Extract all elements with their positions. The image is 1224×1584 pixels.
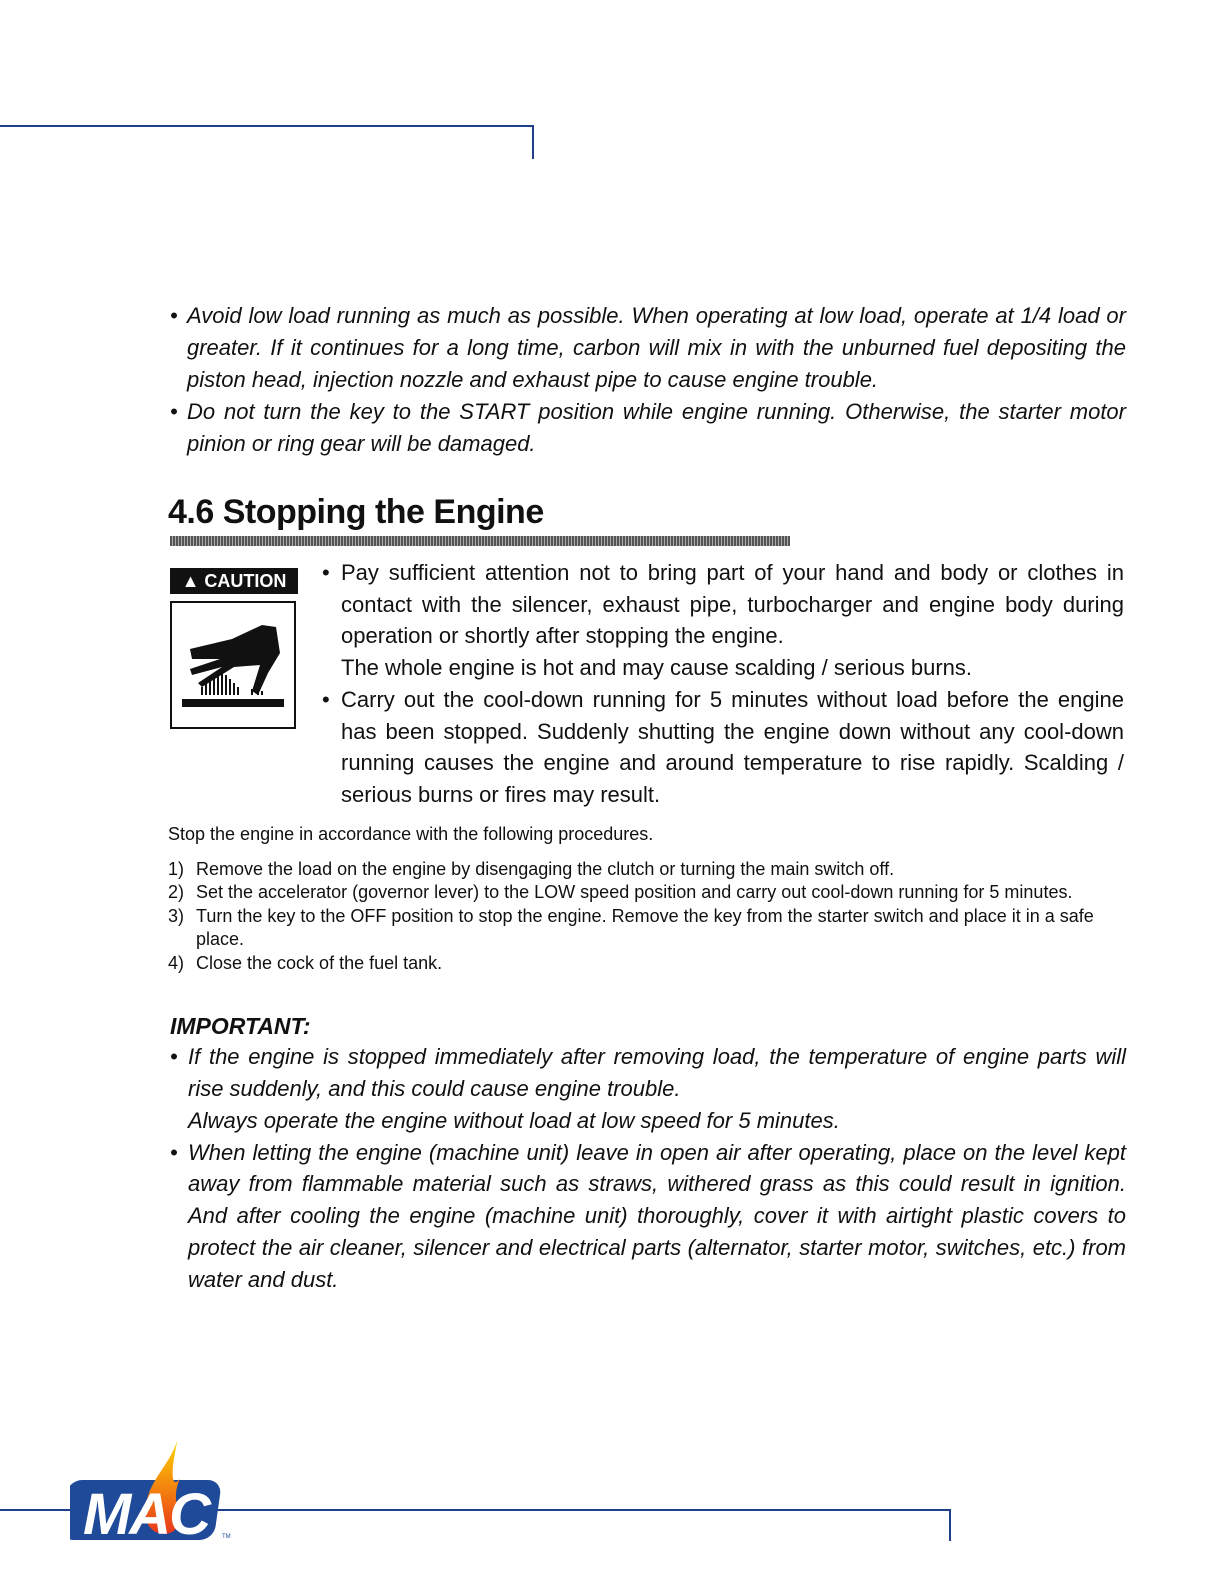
caution-text: CAUTION	[204, 571, 287, 591]
caution-section	[168, 557, 1126, 811]
procedure-steps	[168, 858, 1126, 976]
step-text: Remove the load on the engine by disengaging the clutch or turning the main switch off.	[196, 858, 895, 879]
step	[168, 952, 1126, 976]
bullet: • When letting the engine (machine unit) leave in open air after operating, place on the level kept away from flammable material such as straws, withered grass as this could result in ignition. And after cooling the engine (machine unit) thoroughly, cover it with airtight plastic covers to protect the air cleaner, silencer and electrical parts (alternator, starter motor, switches, etc.) from water and dust.	[170, 1137, 1126, 1296]
important-bullets	[168, 1041, 1126, 1295]
step-text: Set the accelerator (governor lever) to the LOW speed position and carry out cool-down running for 5 minutes.	[196, 882, 1073, 903]
title-underline	[170, 536, 790, 546]
section-title: 4.6 Stopping the Engine	[168, 493, 544, 531]
step-number: 1)	[168, 858, 185, 879]
caution-label	[170, 568, 298, 594]
top-bullets	[168, 300, 1126, 460]
step-number: 3)	[168, 905, 185, 926]
bullet: • Carry out the cool-down running for 5 minutes without load before the engine has been stopped. Suddenly shutting the engine down without any cool-down running causes the engine and around temperature to rise rapidly. Scalding / serious burns or fires may result.	[322, 684, 1124, 811]
top-rule	[0, 125, 534, 127]
warning-triangle-icon: ▲	[181, 571, 205, 591]
caution-graphics	[168, 557, 322, 811]
top-rule-tick	[532, 125, 534, 159]
step-text: Close the cock of the fuel tank.	[196, 952, 443, 973]
step-number: 4)	[168, 952, 185, 973]
step	[168, 881, 1126, 905]
step	[168, 905, 1126, 952]
bullet: • If the engine is stopped immediately after removing load, the temperature of engine parts will rise suddenly, and this could cause engine trouble.	[170, 1041, 1126, 1105]
bullet: • Pay sufficient attention not to bring part of your hand and body or clothes in contact with the silencer, exhaust pipe, turbocharger and engine body during operation or shortly after stopping the engine.	[322, 557, 1124, 652]
important-note: Always operate the engine without load at low speed for 5 minutes.	[188, 1107, 840, 1133]
bullet: • Do not turn the key to the START position while engine running. Otherwise, the starter motor pinion or ring gear will be damaged.	[170, 396, 1126, 460]
step-text: Turn the key to the OFF position to stop the engine. Remove the key from the starter switch and place it in a safe place.	[196, 905, 1094, 950]
step-number: 2)	[168, 882, 185, 903]
procedure-intro: Stop the engine in accordance with the following procedures.	[168, 823, 654, 844]
caution-bullets	[322, 557, 1124, 811]
caution-note: The whole engine is hot and may cause scalding / serious burns.	[341, 655, 973, 681]
page-content	[168, 300, 1126, 1296]
important-title: IMPORTANT:	[170, 1013, 311, 1040]
logo-text: MAC	[82, 1482, 210, 1542]
logo-tm: TM	[222, 1534, 231, 1540]
mac-logo	[70, 1438, 240, 1542]
step	[168, 858, 1126, 882]
hot-surface-hand-icon	[170, 601, 296, 729]
bottom-rule-tick	[949, 1509, 951, 1541]
bullet: • Avoid low load running as much as possible. When operating at low load, operate at 1/4 load or greater. If it continues for a long time, carbon will mix in with the unburned fuel depositing the piston head, injection nozzle and exhaust pipe to cause engine trouble.	[170, 300, 1126, 396]
